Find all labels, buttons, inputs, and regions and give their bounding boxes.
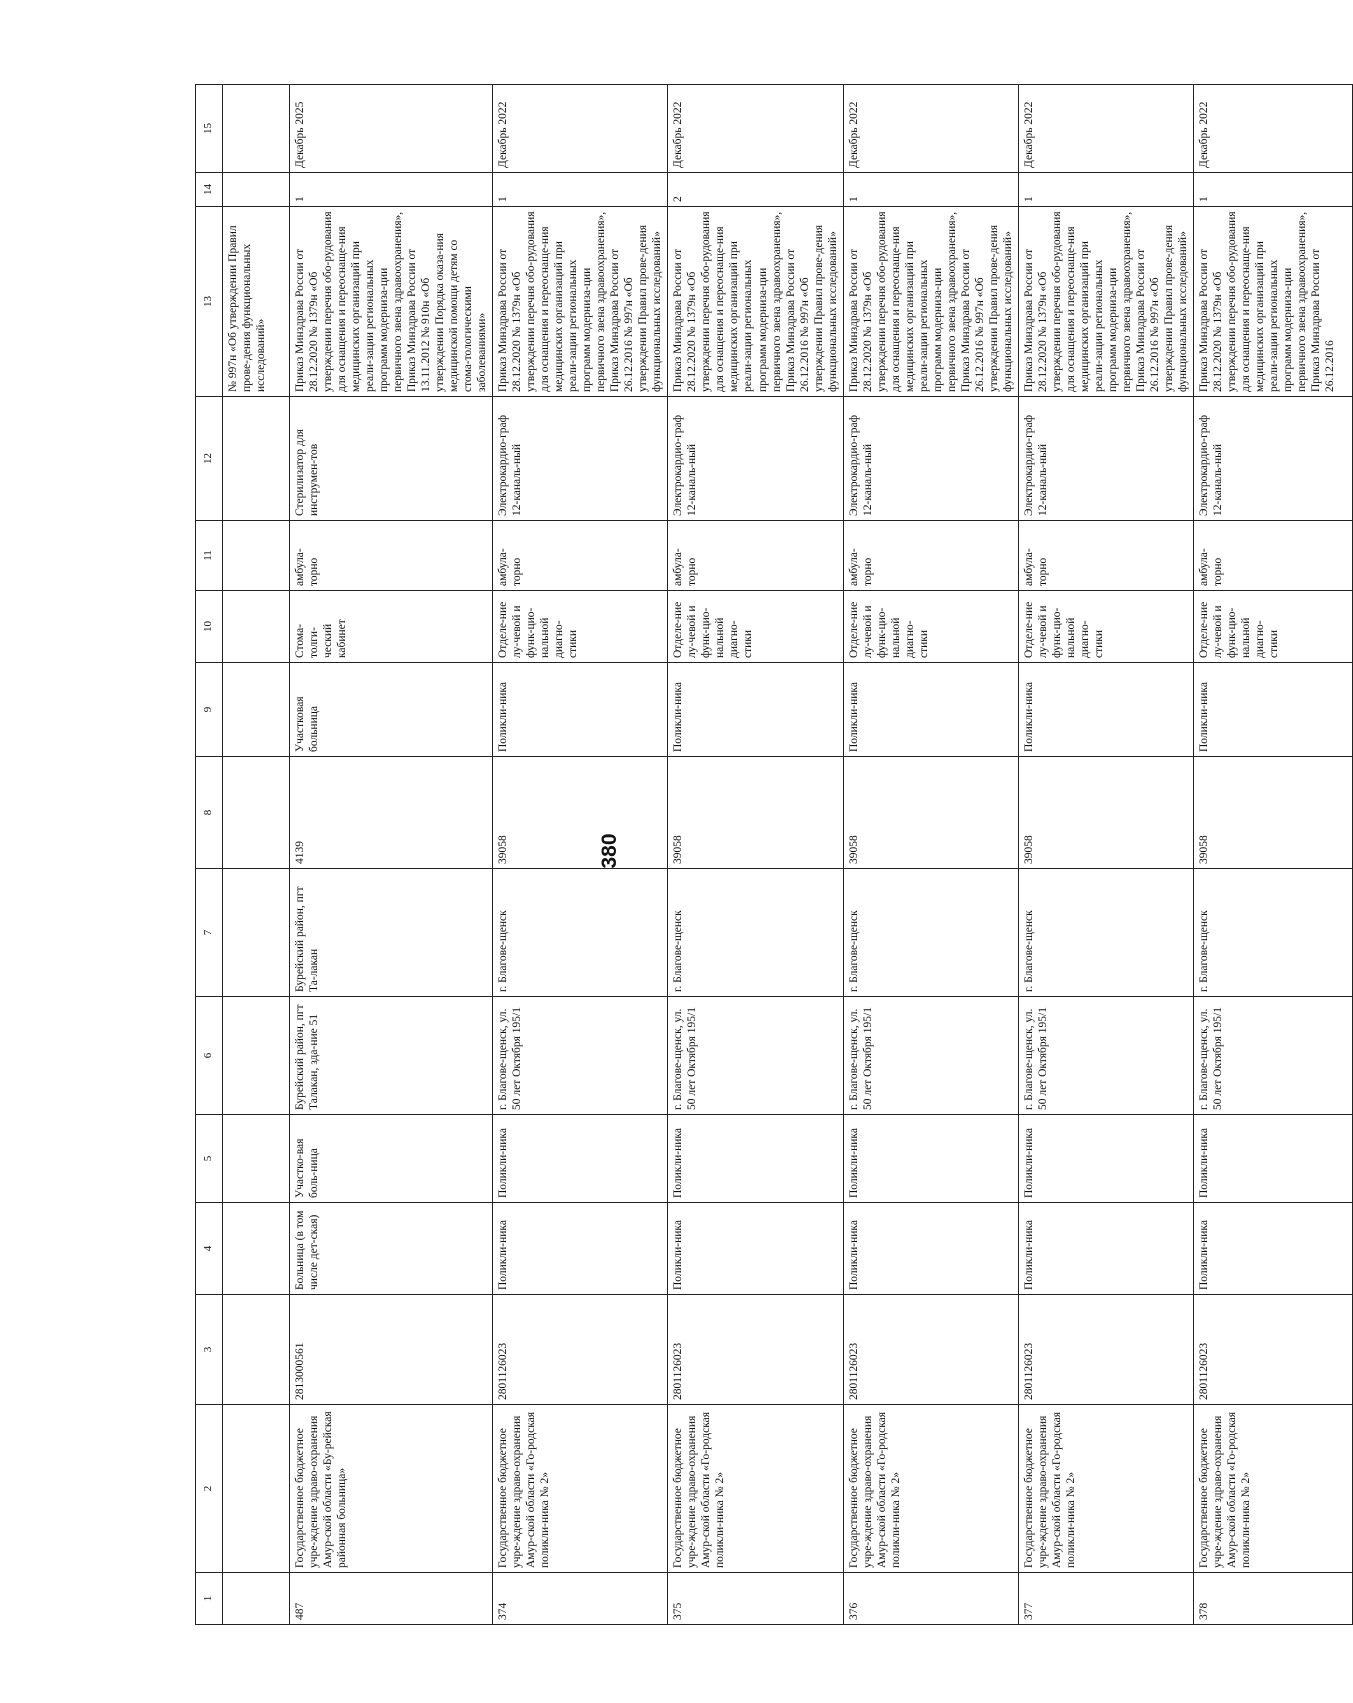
cell-c12: Электрокардио-граф 12-каналь-ный <box>493 397 668 521</box>
continuation-cell-c13: № 997н «Об утверждении Правил прове-дения функциональных исследований» <box>223 207 290 397</box>
cell-c15: Декабрь 2022 <box>843 85 1018 173</box>
cell-c2: Государственное бюджетное учре-ждение здраво-охранения Амур-ской области «Го-родская поликли-ника № 2» <box>668 1405 843 1573</box>
cell-c6: г. Благове-щенск, ул. 50 лет Октября 195/1 <box>668 997 843 1115</box>
cell-c9: Поликли-ника <box>493 663 668 757</box>
header-cell-12: 12 <box>196 397 223 521</box>
cell-c2: Государственное бюджетное учре-ждение здраво-охранения Амур-ской области «Бу-рейская районная больница» <box>290 1405 493 1573</box>
header-cell-10: 10 <box>196 591 223 663</box>
cell-c1: 377 <box>1018 1573 1193 1625</box>
cell-c13: Приказ Минздрава России от 28.12.2020 № 1379н «Об утверждении перечня обо-рудования для оснащения и переоснаще-ния медицинских организаций при реали-зации региональных программ модерниза-ции первичного звена здравоохранения», Приказ Минздрава России от 26.12.2016 № 997н «Об утверждении Правил прове-дения функциональных исследований» <box>668 207 843 397</box>
table-row <box>668 85 843 1625</box>
cell-c15: Декабрь 2025 <box>290 85 493 173</box>
cell-c2: Государственное бюджетное учре-ждение здраво-охранения Амур-ской области «Го-родская поликли-ника № 2» <box>843 1405 1018 1573</box>
header-cell-2: 2 <box>196 1405 223 1573</box>
header-row <box>196 85 223 1625</box>
cell-c9: Поликли-ника <box>1193 663 1352 757</box>
continuation-cell-c5 <box>223 1115 290 1203</box>
cell-c9: Поликли-ника <box>668 663 843 757</box>
cell-c11: амбула-торно <box>290 521 493 591</box>
cell-c4: Поликли-ника <box>668 1203 843 1295</box>
cell-c14: 1 <box>843 173 1018 207</box>
cell-c6: г. Благове-щенск, ул. 50 лет Октября 195/1 <box>1018 997 1193 1115</box>
header-cell-6: 6 <box>196 997 223 1115</box>
continuation-cell-c8 <box>223 757 290 869</box>
continuation-cell-c6 <box>223 997 290 1115</box>
header-cell-1: 1 <box>196 1573 223 1625</box>
cell-c7: г. Благове-щенск <box>668 869 843 997</box>
continuation-cell-c12 <box>223 397 290 521</box>
cell-c10: Отделе-ние лу-чевой и функ-цио-нальной диагно-стики <box>493 591 668 663</box>
cell-c7: г. Благове-щенск <box>843 869 1018 997</box>
cell-c8: 39058 <box>668 757 843 869</box>
cell-c11: амбула-торно <box>1193 521 1352 591</box>
cell-c5: Поликли-ника <box>493 1115 668 1203</box>
cell-c11: амбула-торно <box>843 521 1018 591</box>
cell-c9: Участковая больница <box>290 663 493 757</box>
cell-c5: Поликли-ника <box>1018 1115 1193 1203</box>
cell-c6: г. Благове-щенск, ул. 50 лет Октября 195/1 <box>1193 997 1352 1115</box>
cell-c13: Приказ Минздрава России от 28.12.2020 № 1379н «Об утверждении перечня обо-рудования для оснащения и переоснаще-ния медицинских организаций при реали-зации региональных программ модерниза-ции первичного звена здравоохранения», Приказ Минздрава России от 26.12.2016 № 997н «Об утверждении Правил прове-дения функциональных исследований» <box>843 207 1018 397</box>
cell-c7: г. Благове-щенск <box>1193 869 1352 997</box>
header-cell-3: 3 <box>196 1295 223 1405</box>
cell-c10: Отделе-ние лу-чевой и функ-цио-нальной диагно-стики <box>1018 591 1193 663</box>
cell-c15: Декабрь 2022 <box>668 85 843 173</box>
table-body <box>196 85 1353 1625</box>
header-cell-15: 15 <box>196 85 223 173</box>
cell-c14: 1 <box>1018 173 1193 207</box>
cell-c10: Отделе-ние лу-чевой и функ-цио-нальной диагно-стики <box>843 591 1018 663</box>
cell-c15: Декабрь 2022 <box>493 85 668 173</box>
cell-c2: Государственное бюджетное учре-ждение здраво-охранения Амур-ской области «Го-родская поликли-ника № 2» <box>1193 1405 1352 1573</box>
cell-c4: Поликли-ника <box>1193 1203 1352 1295</box>
cell-c7: Бурейский район, пгт Та-лакан <box>290 869 493 997</box>
cell-c6: г. Благове-щенск, ул. 50 лет Октября 195/1 <box>493 997 668 1115</box>
table-row <box>1018 85 1193 1625</box>
cell-c12: Электрокардио-граф 12-каналь-ный <box>1193 397 1352 521</box>
cell-c12: Электрокардио-граф 12-каналь-ный <box>843 397 1018 521</box>
header-cell-4: 4 <box>196 1203 223 1295</box>
continuation-cell-c15 <box>223 85 290 173</box>
cell-c1: 378 <box>1193 1573 1352 1625</box>
cell-c14: 1 <box>290 173 493 207</box>
continuation-cell-c14 <box>223 173 290 207</box>
continuation-cell-c10 <box>223 591 290 663</box>
cell-c9: Поликли-ника <box>1018 663 1193 757</box>
cell-c7: г. Благове-щенск <box>493 869 668 997</box>
header-cell-7: 7 <box>196 869 223 997</box>
header-cell-14: 14 <box>196 173 223 207</box>
continuation-cell-c1 <box>223 1573 290 1625</box>
page-number: 380 <box>598 833 621 869</box>
table-row <box>493 85 668 1625</box>
cell-c13: Приказ Минздрава России от 28.12.2020 № 1379н «Об утверждении перечня обо-рудования для оснащения и переоснаще-ния медицинских организаций при реали-зации региональных программ модерниза-ции первичного звена здравоохранения», Приказ Минздрава России от 26.12.2016 <box>1193 207 1352 397</box>
continuation-cell-c2 <box>223 1405 290 1573</box>
cell-c8: 4139 <box>290 757 493 869</box>
cell-c4: Поликли-ника <box>843 1203 1018 1295</box>
continuation-row <box>223 85 290 1625</box>
cell-c3: 2801126023 <box>1193 1295 1352 1405</box>
cell-c13: Приказ Минздрава России от 28.12.2020 № 1379н «Об утверждении перечня обо-рудования для оснащения и переоснаще-ния медицинских организаций при реали-зации региональных программ модерниза-ции первичного звена здравоохранения», Приказ Минздрава России от 13.11.2012 № 910н «Об утверждении Порядка оказа-ния медицинской помощи детям со стома-тологическими заболеваниями» <box>290 207 493 397</box>
continuation-cell-c7 <box>223 869 290 997</box>
cell-c3: 2813000561 <box>290 1295 493 1405</box>
cell-c10: Отделе-ние лу-чевой и функ-цио-нальной диагно-стики <box>1193 591 1352 663</box>
cell-c12: Стерилизатор для инструмен-тов <box>290 397 493 521</box>
cell-c5: Поликли-ника <box>843 1115 1018 1203</box>
cell-c3: 2801126023 <box>843 1295 1018 1405</box>
cell-c5: Поликли-ника <box>668 1115 843 1203</box>
cell-c15: Декабрь 2022 <box>1018 85 1193 173</box>
cell-c1: 487 <box>290 1573 493 1625</box>
continuation-cell-c9 <box>223 663 290 757</box>
cell-c14: 1 <box>1193 173 1352 207</box>
cell-c11: амбула-торно <box>493 521 668 591</box>
cell-c10: Отделе-ние лу-чевой и функ-цио-нальной диагно-стики <box>668 591 843 663</box>
cell-c4: Поликли-ника <box>1018 1203 1193 1295</box>
table-row <box>1193 85 1352 1625</box>
header-cell-11: 11 <box>196 521 223 591</box>
cell-c1: 374 <box>493 1573 668 1625</box>
continuation-cell-c11 <box>223 521 290 591</box>
equipment-table <box>195 84 1353 1625</box>
cell-c12: Электрокардио-граф 12-каналь-ный <box>668 397 843 521</box>
table-row <box>843 85 1018 1625</box>
header-cell-8: 8 <box>196 757 223 869</box>
cell-c8: 39058 <box>843 757 1018 869</box>
cell-c13: Приказ Минздрава России от 28.12.2020 № 1379н «Об утверждении перечня обо-рудования для оснащения и переоснаще-ния медицинских организаций при реали-зации региональных программ модерниза-ции первичного звена здравоохранения», Приказ Минздрава России от 26.12.2016 № 997н «Об утверждении Правил прове-дения функциональных исследований» <box>1018 207 1193 397</box>
cell-c5: Поликли-ника <box>1193 1115 1352 1203</box>
cell-c6: г. Благове-щенск, ул. 50 лет Октября 195/1 <box>843 997 1018 1115</box>
cell-c11: амбула-торно <box>668 521 843 591</box>
cell-c5: Участко-вая боль-ница <box>290 1115 493 1203</box>
cell-c3: 2801126023 <box>493 1295 668 1405</box>
table-row <box>290 85 493 1625</box>
cell-c13: Приказ Минздрава России от 28.12.2020 № 1379н «Об утверждении перечня обо-рудования для оснащения и переоснаще-ния медицинских организаций при реали-зации региональных программ модерниза-ции первичного звена здравоохранения», Приказ Минздрава России от 26.12.2016 № 997н «Об утверждении Правил прове-дения функциональных исследований» <box>493 207 668 397</box>
cell-c1: 376 <box>843 1573 1018 1625</box>
cell-c14: 1 <box>493 173 668 207</box>
cell-c14: 2 <box>668 173 843 207</box>
cell-c1: 375 <box>668 1573 843 1625</box>
cell-c4: Больница (в том числе дет-ская) <box>290 1203 493 1295</box>
cell-c10: Стома-толги-ческий кабинет <box>290 591 493 663</box>
cell-c11: амбула-торно <box>1018 521 1193 591</box>
cell-c3: 2801126023 <box>1018 1295 1193 1405</box>
cell-c8: 39058 <box>1018 757 1193 869</box>
cell-c9: Поликли-ника <box>843 663 1018 757</box>
header-cell-13: 13 <box>196 207 223 397</box>
header-cell-5: 5 <box>196 1115 223 1203</box>
cell-c3: 2801126023 <box>668 1295 843 1405</box>
cell-c6: Бурейский район, пгт Талакан, зда-ние 51 <box>290 997 493 1115</box>
cell-c15: Декабрь 2022 <box>1193 85 1352 173</box>
cell-c8: 39058 <box>1193 757 1352 869</box>
rotated-page <box>195 85 1337 1625</box>
continuation-cell-c3 <box>223 1295 290 1405</box>
continuation-cell-c4 <box>223 1203 290 1295</box>
cell-c2: Государственное бюджетное учре-ждение здраво-охранения Амур-ской области «Го-родская поликли-ника № 2» <box>493 1405 668 1573</box>
cell-c2: Государственное бюджетное учре-ждение здраво-охранения Амур-ской области «Го-родская поликли-ника № 2» <box>1018 1405 1193 1573</box>
cell-c4: Поликли-ника <box>493 1203 668 1295</box>
header-cell-9: 9 <box>196 663 223 757</box>
cell-c12: Электрокардио-граф 12-каналь-ный <box>1018 397 1193 521</box>
cell-c8: 39058 <box>493 757 668 869</box>
cell-c7: г. Благове-щенск <box>1018 869 1193 997</box>
